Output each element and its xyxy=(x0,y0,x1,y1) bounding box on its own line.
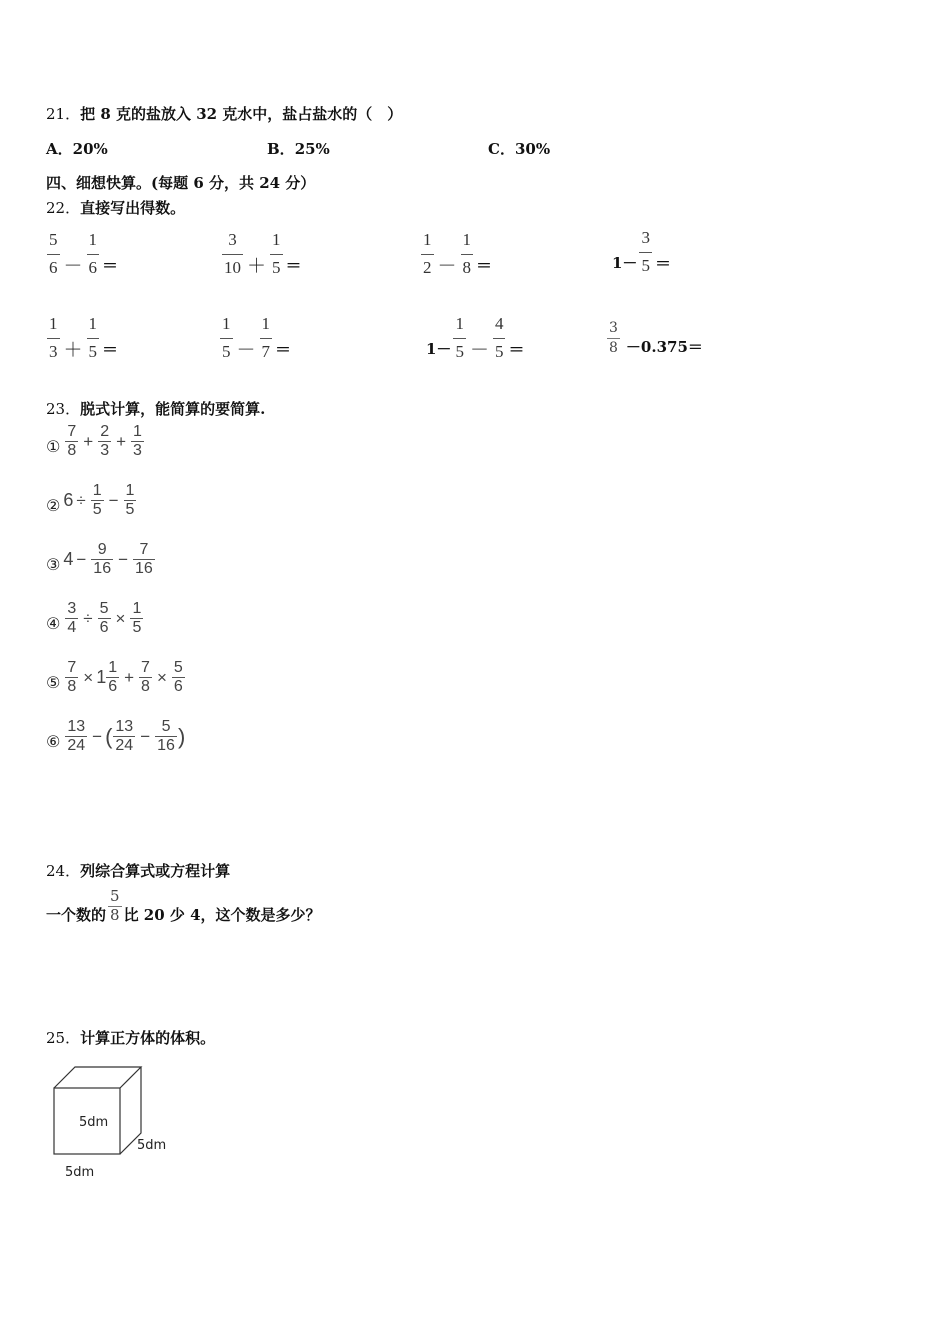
q23-expr-6 xyxy=(46,719,185,754)
fraction: $\frac{1}{3}$ xyxy=(49,314,58,361)
question-number: 22． xyxy=(46,199,81,217)
equals: ＝ xyxy=(102,256,119,275)
equals: ＝ xyxy=(476,256,493,275)
operator: ＋ xyxy=(63,339,83,361)
fraction: $\frac{5}{8}$ xyxy=(110,886,120,924)
fraction: $\frac{1}{6}$ xyxy=(108,659,118,695)
fraction: $\frac{1}{3}$ xyxy=(133,423,142,459)
fraction: $\frac{1}{5}$ xyxy=(272,230,281,277)
q22-expr-7 xyxy=(426,313,525,362)
fraction: $\frac{1}{6}$ xyxy=(88,230,98,277)
q22-expr-1 xyxy=(45,229,119,278)
item-marker: ③ xyxy=(46,555,61,574)
equals: ＝ xyxy=(275,340,292,359)
cube-label-side: 5dm xyxy=(137,1138,167,1153)
option-label: C． xyxy=(488,140,515,158)
fraction: $\frac{1}{8}$ xyxy=(462,230,472,277)
item-marker: ① xyxy=(46,437,61,456)
q21-stem xyxy=(46,103,402,124)
q22-stem xyxy=(46,197,185,218)
cube-label-front: 5dm xyxy=(79,1115,109,1130)
option-label: B． xyxy=(267,140,295,158)
fraction: $\frac{9}{16}$ xyxy=(93,541,112,577)
section-title: 四、细想快算。(每题 6 分，共 24 分） xyxy=(46,174,316,192)
question-number: 24． xyxy=(46,862,81,880)
question-text: 脱式计算，能简算的要简算. xyxy=(80,400,266,418)
problem-text-pre: 一个数的 xyxy=(46,906,107,924)
operator: × xyxy=(115,608,126,628)
q22-expr-8 xyxy=(605,318,703,357)
operator: × xyxy=(83,667,94,687)
option-a[interactable] xyxy=(46,138,108,159)
fraction: $\frac{3}{4}$ xyxy=(67,600,77,636)
operator: － xyxy=(469,339,489,361)
item-marker: ④ xyxy=(46,614,61,633)
cube-label-bottom: 5dm xyxy=(65,1165,95,1180)
equals: ＝ xyxy=(654,254,671,273)
operator: ÷ xyxy=(76,490,86,510)
fraction: $\frac{1}{5}$ xyxy=(132,600,142,636)
fraction: $\frac{1}{5}$ xyxy=(455,314,464,361)
fraction: $\frac{7}{8}$ xyxy=(67,659,77,695)
operator: − xyxy=(76,549,87,569)
fraction: $\frac{4}{5}$ xyxy=(494,314,504,361)
operator: + xyxy=(83,431,94,451)
operator: × xyxy=(156,667,167,687)
option-c[interactable] xyxy=(488,138,550,159)
question-text: 计算正方体的体积。 xyxy=(80,1029,216,1047)
fraction: $\frac{13}{24}$ xyxy=(67,718,86,754)
operator: ÷ xyxy=(83,608,93,628)
problem-text-post: 比 20 少 4，这个数是多少？ xyxy=(123,906,321,924)
q23-expr-1 xyxy=(46,424,146,459)
q22-expr-5 xyxy=(45,313,119,362)
q22-expr-4 xyxy=(612,229,672,274)
question-text: 列综合算式或方程计算 xyxy=(80,862,231,880)
question-text: 把 8 克的盐放入 32 克水中，盐占盐水的（ ） xyxy=(80,105,403,123)
option-label: A． xyxy=(46,140,73,158)
fraction: $\frac{3}{8}$ xyxy=(609,319,618,356)
q23-expr-5 xyxy=(46,660,187,695)
item-marker: ② xyxy=(46,496,61,515)
operator: + xyxy=(116,431,127,451)
q23-expr-4 xyxy=(46,601,145,636)
question-text: 直接写出得数。 xyxy=(80,199,186,217)
option-value: 30% xyxy=(514,140,551,158)
q22-expr-3 xyxy=(419,229,493,278)
q22-expr-6 xyxy=(218,313,292,362)
operator: − xyxy=(118,549,129,569)
fraction: $\frac{3}{5}$ xyxy=(641,228,650,275)
q23-expr-2 xyxy=(46,483,138,518)
equals: ＝ xyxy=(508,340,525,359)
left-paren: ( xyxy=(105,723,113,749)
fraction: $\frac{5}{6}$ xyxy=(99,600,109,636)
q23-expr-3 xyxy=(46,542,157,577)
fraction: $\frac{1}{5}$ xyxy=(222,314,231,361)
item-marker: ⑤ xyxy=(46,673,61,692)
item-marker: ⑥ xyxy=(46,732,61,751)
fraction: $\frac{1}{5}$ xyxy=(88,314,98,361)
option-value: 20% xyxy=(72,140,108,158)
fraction: $\frac{2}{3}$ xyxy=(100,423,110,459)
fraction: $\frac{5}{6}$ xyxy=(173,659,183,695)
q23-stem xyxy=(46,398,265,419)
fraction: $\frac{7}{8}$ xyxy=(67,423,77,459)
operator: ＋ xyxy=(247,255,267,277)
integer: 6 xyxy=(63,490,74,510)
right-paren: ) xyxy=(177,723,186,749)
question-number: 21． xyxy=(46,105,81,123)
option-b[interactable] xyxy=(267,138,330,159)
operator: + xyxy=(124,667,135,687)
fraction: $\frac{5}{6}$ xyxy=(49,230,58,277)
q24-stem xyxy=(46,860,230,881)
equals: ＝ xyxy=(102,340,119,359)
equals: ＝ xyxy=(285,256,302,275)
question-number: 25． xyxy=(46,1029,81,1047)
q25-stem xyxy=(46,1027,215,1048)
fraction: $\frac{7}{8}$ xyxy=(141,659,150,695)
q24-problem xyxy=(46,886,321,925)
q22-expr-2 xyxy=(220,229,303,278)
cube-top-face xyxy=(54,1067,141,1088)
lead-term: 1－ xyxy=(612,254,638,272)
fraction: $\frac{5}{16}$ xyxy=(157,718,175,754)
operator: − xyxy=(140,726,151,746)
fraction: $\frac{13}{24}$ xyxy=(115,718,134,754)
tail-term: －0.375＝ xyxy=(625,338,703,356)
fraction: $\frac{1}{7}$ xyxy=(261,314,271,361)
integer: 4 xyxy=(63,549,74,569)
lead-term: 1－ xyxy=(426,340,452,358)
integer: 1 xyxy=(96,667,107,687)
fraction: $\frac{1}{5}$ xyxy=(92,482,102,518)
fraction: $\frac{1}{2}$ xyxy=(423,230,432,277)
operator: － xyxy=(63,255,83,277)
operator: − xyxy=(108,490,119,510)
fraction: $\frac{3}{10}$ xyxy=(224,230,241,277)
operator: － xyxy=(236,339,256,361)
operator: － xyxy=(437,255,457,277)
fraction: $\frac{7}{16}$ xyxy=(135,541,153,577)
question-number: 23． xyxy=(46,400,81,418)
option-value: 25% xyxy=(294,140,330,158)
operator: − xyxy=(92,726,103,746)
fraction: $\frac{1}{5}$ xyxy=(125,482,135,518)
